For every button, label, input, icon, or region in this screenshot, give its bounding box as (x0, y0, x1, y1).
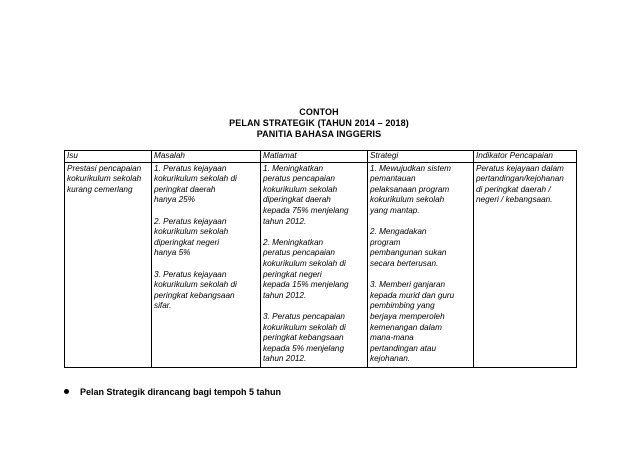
masalah-item: 2. Peratus kejayaan kokurikulum sekolah diperingkat negeri hanya 5% (154, 216, 229, 258)
strategi-item: 3. Memberi ganjaran kepada murid dan guru pembimbing yang berjaya memperoleh kemenangan dalam mana-mana pertandingan atau kejohanan. (370, 280, 455, 364)
matlamat-item: 1. Meningkatkan peratus pencapaian kokurikulum sekolah diperingkat daerah kepada 75% menjelang tahun 2012. (263, 163, 349, 226)
heading-contoh: CONTOH (299, 107, 339, 117)
matlamat-item: 2. Meningkatkan peratus pencapaian kokurikulum sekolah di peringkat negeri kepada 15% menjelang tahun 2012. (263, 237, 349, 300)
column-header-strategi: Strategi (368, 151, 474, 163)
bullet-note-text: Pelan Strategik dirancang bagi tempoh 5 tahun (80, 387, 282, 397)
cell-indikator (474, 162, 577, 367)
table-header-row (65, 151, 577, 163)
bullet-icon (64, 389, 69, 394)
table-row (65, 162, 577, 367)
bullet-note (64, 386, 281, 398)
cell-matlamat (261, 162, 368, 367)
isu-text: Prestasi pencapaian kokurikulum sekolah kurang cemerlang (67, 163, 142, 194)
strategic-plan-table (64, 150, 577, 368)
cell-strategi (368, 162, 474, 367)
column-header-isu: Isu (65, 151, 152, 163)
masalah-item: 3. Peratus kejayaan kokurikulum sekolah di peringkat kebangsaan sifar. (154, 269, 237, 311)
cell-masalah (152, 162, 261, 367)
column-header-masalah: Masalah (152, 151, 261, 163)
heading-panel-name: PANITIA BAHASA INGGERIS (256, 129, 382, 139)
indikator-text: Peratus kejayaan dalam pertandingan/kejohanan di peringkat daerah / negeri / kebangsaan. (476, 163, 564, 205)
masalah-item: 1. Peratus kejayaan kokurikulum sekolah di peringkat daerah hanya 25% (154, 163, 237, 205)
strategi-item: 2. Mengadakan program pembangunan sukan secara berterusan. (370, 227, 447, 268)
heading-plan-title: PELAN STRATEGIK (TAHUN 2014 – 2018) (229, 118, 409, 128)
strategi-item: 1. Mewujudkan sistem pemantauan pelaksanaan program kokurikulum sekolah yang mantap. (370, 163, 451, 215)
matlamat-item: 3. Peratus pencapaian kokurikulum sekolah di peringkat kebangsaan kepada 5% menjelang tahun 2012. (263, 311, 346, 364)
column-header-matlamat: Matlamat (261, 151, 368, 163)
column-header-indikator: Indikator Pencapaian (474, 151, 577, 163)
cell-isu (65, 162, 152, 367)
